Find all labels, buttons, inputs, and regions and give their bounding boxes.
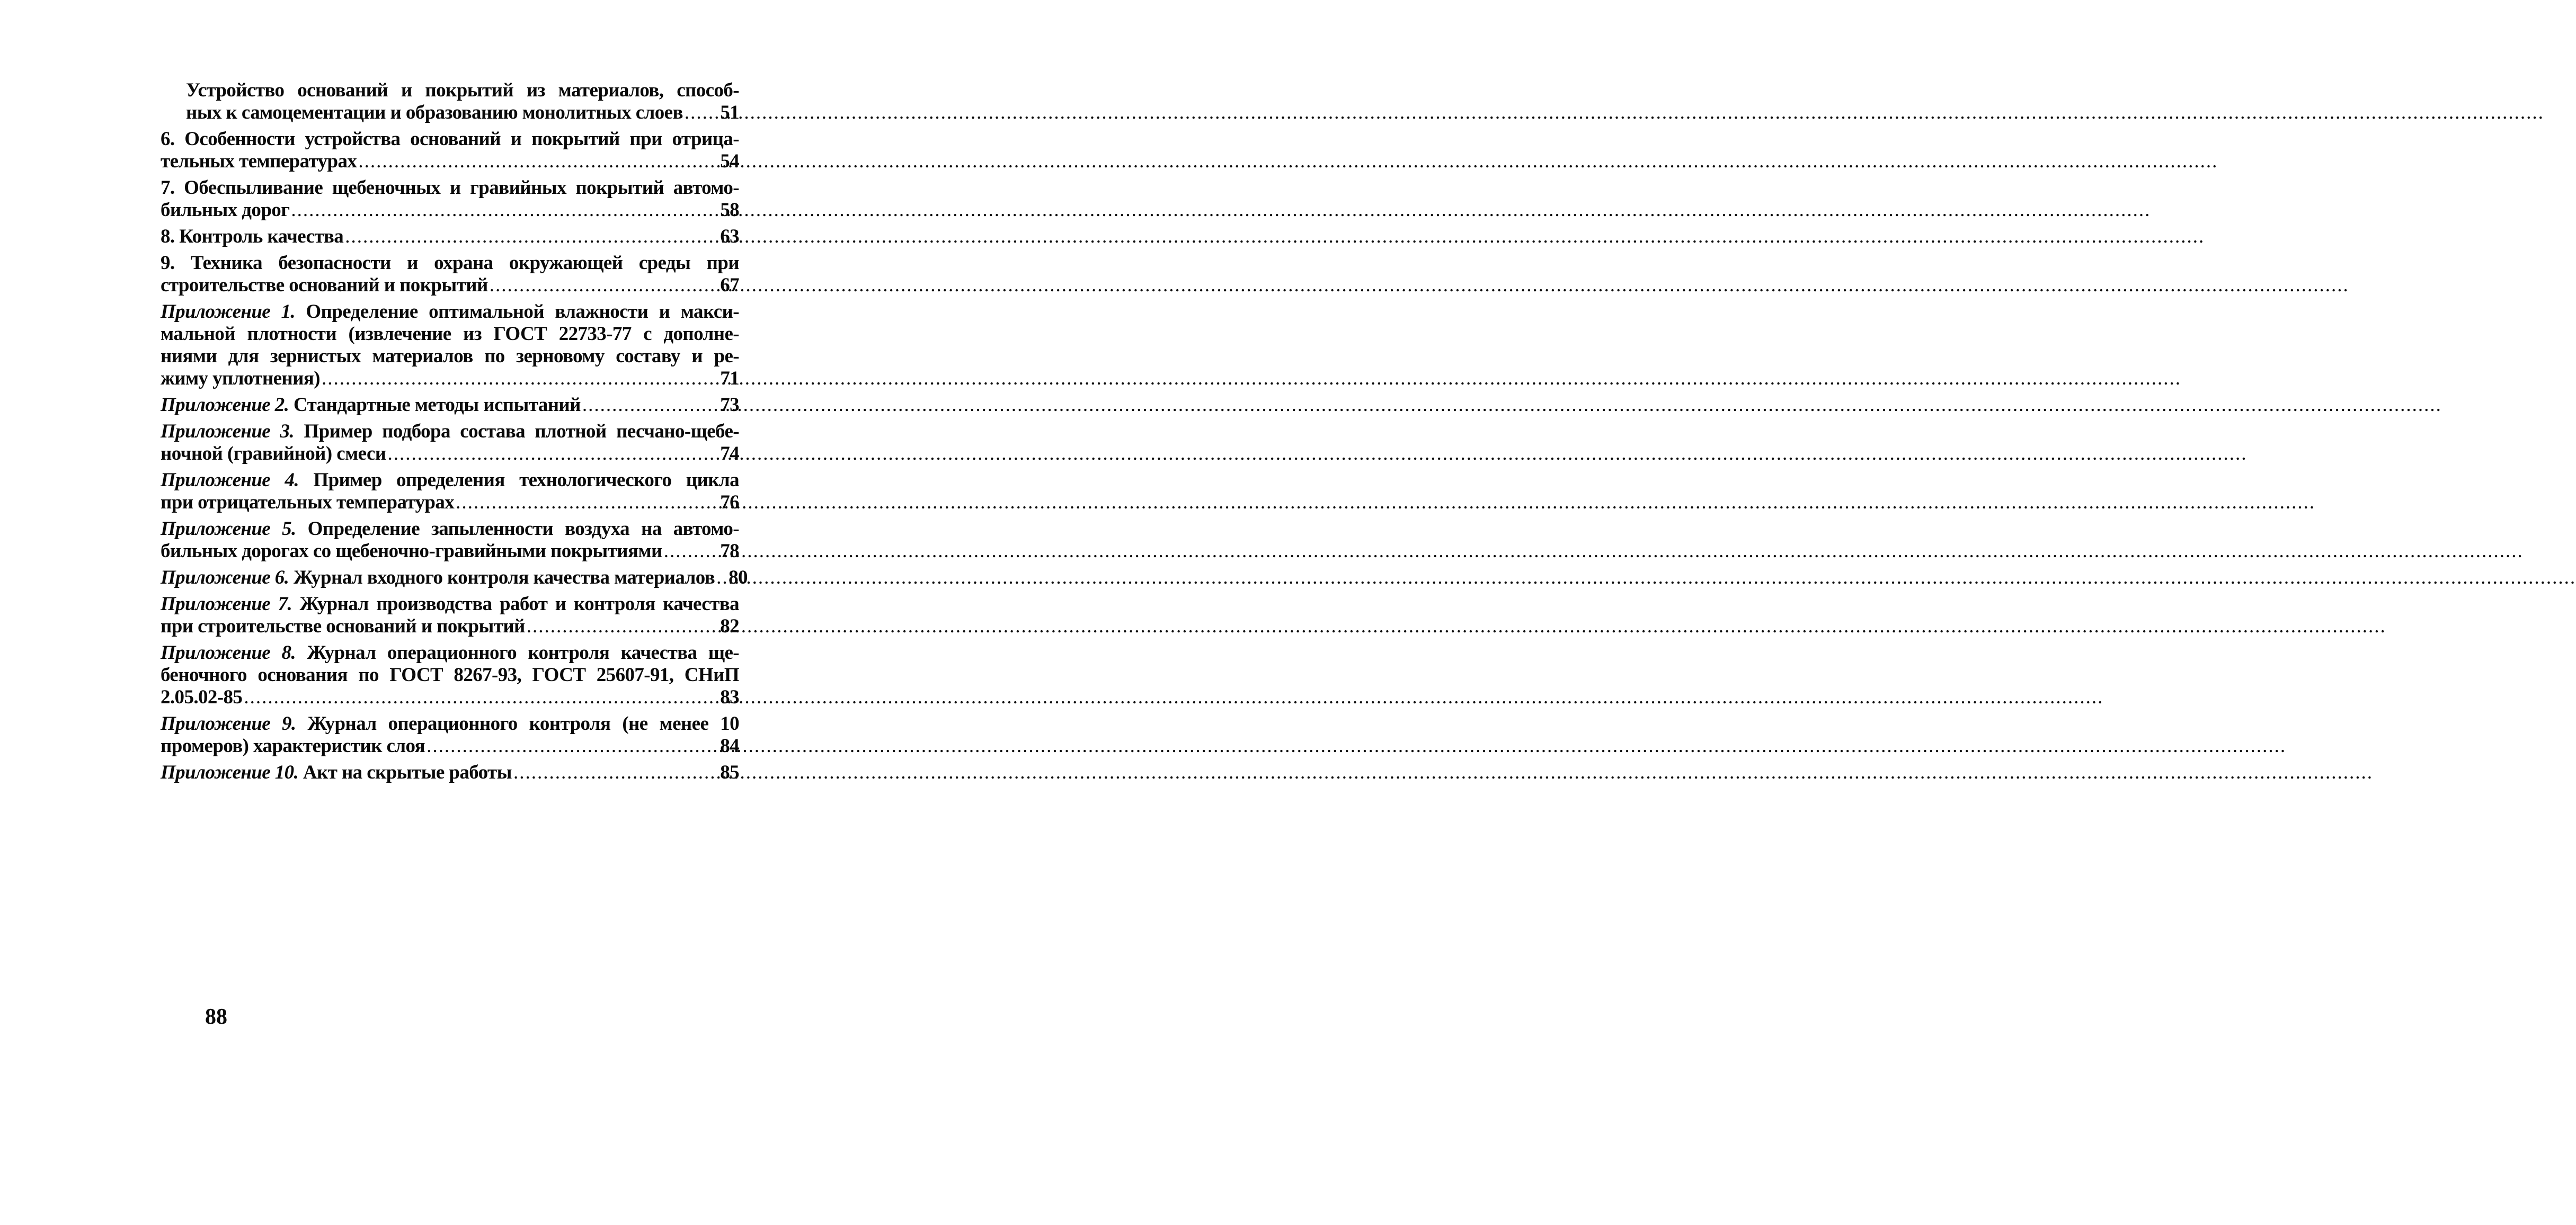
toc-leader-dots: [685, 102, 718, 124]
toc-page-number: 84: [720, 735, 739, 757]
toc-entry-last-text-wrap: [161, 540, 662, 562]
toc-entry-text: Журнал операционного контроля (не менее 10: [296, 713, 739, 735]
toc-entry-line: [161, 301, 739, 323]
toc-entry-last-line: [161, 686, 739, 709]
toc-entry: [161, 762, 739, 784]
toc-entry-last-text-wrap: [161, 394, 581, 416]
toc-entry-last-text-wrap: [161, 368, 320, 390]
toc-page-number: 67: [720, 274, 739, 296]
toc-entry-last-text: Стандартные методы испытаний: [289, 394, 581, 416]
toc-entry: [161, 177, 739, 221]
table-of-contents: [161, 79, 748, 788]
toc-entry-last-line: [186, 102, 739, 124]
toc-leader-dots: [358, 150, 718, 173]
toc-entry-label: Приложение 7.: [161, 593, 292, 615]
toc-entry-text: Устройство оснований и покрытий из материалов, способ-: [186, 79, 739, 101]
toc-entry-last-line: [161, 491, 739, 514]
toc-entry-text: мальной плотности (извлечение из ГОСТ 22733-77 с дополне-: [161, 323, 739, 345]
toc-entry-last-text-wrap: [161, 762, 512, 784]
toc-entry: [161, 252, 739, 297]
document-page: [0, 0, 872, 1225]
toc-entry-last-line: [161, 762, 739, 784]
toc-entry-text: 9. Техника безопасности и охрана окружающей среды при: [161, 252, 739, 274]
toc-entry-last-text: строительстве оснований и покрытий: [161, 274, 488, 296]
toc-leader-dots: [291, 199, 718, 221]
toc-entry-label: Приложение 3.: [161, 421, 295, 442]
toc-leader-dots: [427, 735, 718, 757]
toc-entry-last-text-wrap: [186, 102, 683, 124]
toc-entry-last-text-wrap: [161, 150, 357, 173]
toc-entry-last-text-wrap: [161, 199, 289, 221]
toc-entry-last-text: ночной (гравийной) смеси: [161, 443, 386, 464]
toc-leader-dots: [582, 394, 718, 416]
toc-entry: [161, 518, 739, 562]
toc-entry-text: беночного основания по ГОСТ 8267-93, ГОСТ 25607-91, СНиП: [161, 664, 739, 686]
toc-entry-last-text: бильных дорогах со щебеночно-гравийными покрытиями: [161, 540, 662, 562]
toc-entry-last-line: [161, 150, 739, 173]
toc-entry-line: [161, 323, 739, 345]
toc-leader-dots: [664, 540, 718, 562]
toc-entry: [161, 713, 739, 757]
toc-entry: [161, 128, 739, 173]
toc-leader-dots: [490, 274, 718, 297]
toc-entry-label: Приложение 9.: [161, 713, 296, 735]
toc-entry: [161, 421, 739, 465]
toc-entry-last-line: [161, 443, 739, 465]
toc-entry-last-text: бильных дорог: [161, 199, 290, 221]
toc-entry-line: [161, 593, 739, 615]
toc-entry-text: Пример подбора состава плотной песчано-щебе-: [294, 421, 739, 442]
toc-leader-dots: [527, 615, 718, 638]
toc-leader-dots: [322, 368, 718, 390]
toc-entry-line: [161, 664, 739, 686]
toc-entry-last-text-wrap: [161, 615, 525, 638]
toc-leader-dots: [345, 226, 718, 248]
toc-entry: [161, 301, 739, 390]
toc-entry-line: [186, 79, 739, 102]
toc-page-number: 51: [720, 102, 739, 123]
toc-entry-last-text: ных к самоцементации и образованию монолитных слоев: [186, 102, 683, 123]
toc-entry: [161, 226, 739, 248]
toc-page-number: 54: [720, 150, 739, 172]
toc-entry-last-text: 8. Контроль качества: [161, 226, 344, 247]
toc-entry-last-line: [161, 615, 739, 638]
toc-entry-last-text: промеров) характеристик слоя: [161, 735, 425, 757]
toc-entry-line: [161, 345, 739, 368]
toc-entry: [161, 593, 739, 638]
toc-leader-dots: [716, 567, 727, 589]
toc-entry-last-text: Акт на скрытые работы: [298, 762, 512, 783]
toc-entry-label: Приложение 8.: [161, 642, 296, 664]
toc-entry-last-line: [161, 540, 739, 562]
toc-entry-last-text: при отрицательных температурах: [161, 491, 455, 513]
toc-entry-line: [161, 642, 739, 664]
toc-entry-text: 6. Особенности устройства оснований и покрытий при отрица-: [161, 128, 739, 150]
toc-entry-label: Приложение 2.: [161, 394, 289, 416]
toc-entry-last-text: Журнал входного контроля качества материалов: [289, 567, 715, 588]
toc-entry-label: Приложение 10.: [161, 762, 299, 783]
toc-page-number: 76: [720, 491, 739, 513]
toc-entry-line: [161, 252, 739, 274]
toc-entry: [161, 469, 739, 514]
toc-leader-dots: [244, 686, 718, 709]
toc-entry-last-line: [161, 394, 739, 416]
toc-entry-text: ниями для зернистых материалов по зерновому составу и ре-: [161, 345, 739, 367]
toc-entry-label: Приложение 4.: [161, 469, 299, 491]
toc-entry-label: Приложение 1.: [161, 301, 296, 323]
toc-entry-last-text-wrap: [161, 443, 386, 465]
toc-entry-label: Приложение 6.: [161, 567, 289, 588]
toc-entry: [161, 567, 748, 589]
toc-entry-text: Пример определения технологического цикла: [299, 469, 739, 491]
toc-entry-text: Журнал операционного контроля качества ще-: [296, 642, 739, 664]
toc-entry-last-text: при строительстве оснований и покрытий: [161, 615, 525, 637]
toc-entry-last-line: [161, 274, 739, 297]
toc-entry-line: [161, 518, 739, 540]
toc-entry-last-line: [161, 226, 739, 248]
toc-entry-text: Журнал производства работ и контроля качества: [292, 593, 739, 615]
toc-leader-dots: [456, 491, 718, 514]
toc-entry-line: [161, 177, 739, 199]
toc-entry: [161, 642, 739, 709]
toc-entry-last-text-wrap: [161, 735, 425, 757]
toc-entry-last-text: тельных температурах: [161, 150, 357, 172]
toc-entry-last-text: 2.05.02-85: [161, 686, 243, 708]
toc-entry-text: Определение запыленности воздуха на автомо-: [296, 518, 739, 540]
toc-entry-last-text-wrap: [161, 686, 242, 709]
toc-entry-last-line: [161, 199, 739, 221]
toc-entry-text: 7. Обеспыливание щебеночных и гравийных покрытий автомо-: [161, 177, 739, 199]
toc-page-number: 63: [720, 226, 739, 247]
toc-entry: [161, 394, 739, 416]
toc-page-number: 85: [720, 762, 739, 783]
toc-entry-line: [161, 421, 739, 443]
toc-page-number: 74: [720, 443, 739, 464]
page-number: 88: [205, 1005, 227, 1029]
toc-entry-last-text-wrap: [161, 567, 715, 589]
toc-page-number: 58: [720, 199, 739, 221]
toc-entry-line: [161, 469, 739, 491]
toc-page-number: 83: [720, 686, 739, 708]
toc-entry-last-text-wrap: [161, 274, 488, 297]
toc-entry-last-text: жиму уплотнения): [161, 368, 320, 389]
toc-page-number: 78: [720, 540, 739, 562]
toc-entry-line: [161, 713, 739, 735]
toc-entry-last-text-wrap: [161, 491, 454, 514]
toc-leader-dots: [387, 443, 718, 465]
toc-entry-last-text-wrap: [161, 226, 343, 248]
toc-page-number: 73: [720, 394, 739, 416]
toc-entry-text: Определение оптимальной влажности и макси-: [295, 301, 739, 323]
toc-leader-dots: [513, 762, 718, 784]
toc-entry-label: Приложение 5.: [161, 518, 296, 540]
toc-page-number: 71: [720, 368, 739, 389]
toc-entry-last-line: [161, 567, 748, 589]
toc-entry-last-line: [161, 735, 739, 757]
toc-entry: [161, 79, 739, 124]
toc-entry-last-line: [161, 368, 739, 390]
toc-page-number: 80: [729, 567, 748, 588]
toc-entry-line: [161, 128, 739, 150]
toc-page-number: 82: [720, 615, 739, 637]
